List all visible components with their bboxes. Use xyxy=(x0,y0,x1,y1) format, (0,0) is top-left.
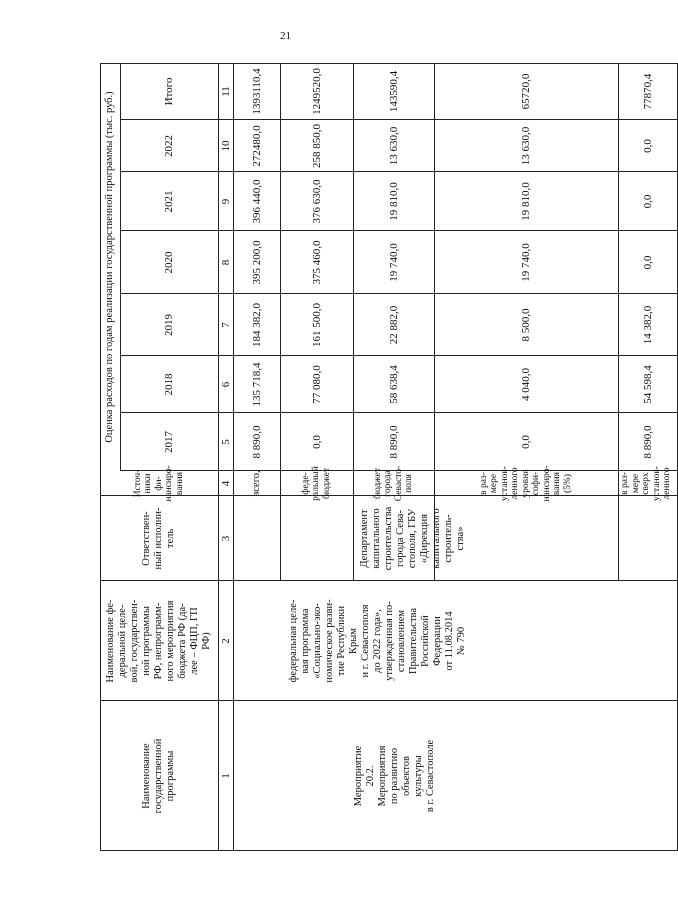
value-cell: 0,0 xyxy=(310,435,323,449)
source-label: феде- ральный бюджет xyxy=(300,466,332,501)
value-cell: 184 382,0 xyxy=(250,303,263,347)
value-cell: 8 890,0 xyxy=(250,425,263,459)
header-sources: Источ- ники фи- нансиро- вания xyxy=(132,465,185,502)
rotated-table xyxy=(100,63,678,851)
value-cell: 19 810,0 xyxy=(520,182,532,221)
value-cell: 8 890,0 xyxy=(641,425,654,459)
value-cell: 395 200,0 xyxy=(250,240,263,285)
value-cell: 0,0 xyxy=(520,435,532,449)
header-year-2019: 2019 xyxy=(163,314,175,336)
value-cell: 396 440,0 xyxy=(250,179,263,224)
value-cell: 8 500,0 xyxy=(520,308,532,342)
fcp-cell: федеральная целе- вая программа «Социально-эко- номическое разви- тие Республики Крым и г. Севастополя до 2022 года», утвержденная по- становлением Правительства Российской Федерации от 11.08.2014 № 790 xyxy=(287,599,467,683)
value-cell: 375 460,0 xyxy=(310,240,323,285)
header-year-2021: 2021 xyxy=(163,190,175,213)
header-responsible: Ответствен- ный исполни- тель xyxy=(141,507,176,570)
value-cell: 135 718,4 xyxy=(250,362,263,407)
value-cell: 13 630,0 xyxy=(520,126,532,166)
value-cell: 8 890,0 xyxy=(387,425,400,459)
col-number: 6 xyxy=(219,381,232,388)
header-total: Итого xyxy=(163,77,175,106)
value-cell: 58 638,4 xyxy=(387,365,400,404)
source-label: в раз- мере установ- ленного уровня софи- нансиро- вания (5%) xyxy=(478,465,573,502)
responsible-cell: Департамент капитального строительства города Сева- стополя, ГБУ «Дирекция капитального строитель- ства» xyxy=(359,506,466,571)
col-number: 8 xyxy=(219,259,232,266)
program-cell: Мероприятие 20.2. Мероприятия по развитию объектов культуры в г. Севастополе xyxy=(353,739,436,813)
source-label: в раз- мере сверх установ- ленного xyxy=(620,466,672,501)
value-cell: 22 882,0 xyxy=(387,305,400,345)
col-number: 1 xyxy=(219,773,232,779)
value-cell: 1249520,0 xyxy=(310,68,323,115)
header-year-2020: 2020 xyxy=(163,251,175,274)
value-cell: 272480,0 xyxy=(250,125,263,167)
value-cell: 13 630,0 xyxy=(387,126,400,166)
col-number: 11 xyxy=(219,86,232,97)
value-cell: 65720,0 xyxy=(520,73,532,110)
header-year-2018: 2018 xyxy=(163,373,175,396)
header-program-name: Наименование государственной программы xyxy=(141,738,176,814)
source-label: всего, xyxy=(250,470,262,497)
header-year-2017: 2017 xyxy=(163,431,175,453)
value-cell: 77 080,0 xyxy=(310,365,323,404)
value-cell: 77870,4 xyxy=(641,73,654,110)
col-number: 10 xyxy=(219,140,232,152)
col-number: 9 xyxy=(219,198,232,205)
value-cell: 54 598,4 xyxy=(641,365,654,404)
value-cell: 14 382,0 xyxy=(641,305,654,345)
col-number: 3 xyxy=(219,535,232,542)
value-cell: 19 810,0 xyxy=(387,182,400,221)
header-estimate: Оценка расходов по годам реализации государственной программы (тыс. руб.) xyxy=(104,91,115,443)
value-cell: 376 630,0 xyxy=(310,179,323,224)
value-cell: 4 040,0 xyxy=(520,368,532,401)
col-number: 2 xyxy=(219,638,232,644)
header-fcp-name: Наименование фе- деральной целе- вой, государствен- ной программы РФ, непрограмм- ного мероприятия бюджета РФ (да- лее – ФЦП, ГП РФ) xyxy=(105,599,212,683)
source-label: бюджет города Севасто- поля xyxy=(372,465,414,502)
col-number: 7 xyxy=(219,322,232,328)
header-year-2022: 2022 xyxy=(163,135,175,157)
value-cell: 258 850,0 xyxy=(310,124,323,168)
value-cell: 0,0 xyxy=(641,139,654,153)
value-cell: 1393110,4 xyxy=(250,68,263,115)
value-cell: 19 740,0 xyxy=(387,243,400,282)
col-number: 4 xyxy=(219,480,232,487)
col-number: 5 xyxy=(219,439,232,445)
value-cell: 0,0 xyxy=(641,255,654,270)
value-cell: 19 740,0 xyxy=(520,243,532,282)
value-cell: 161 500,0 xyxy=(310,303,323,347)
value-cell: 143590,4 xyxy=(387,70,400,113)
value-cell: 0,0 xyxy=(641,194,654,209)
page-number: 21 xyxy=(280,30,291,42)
